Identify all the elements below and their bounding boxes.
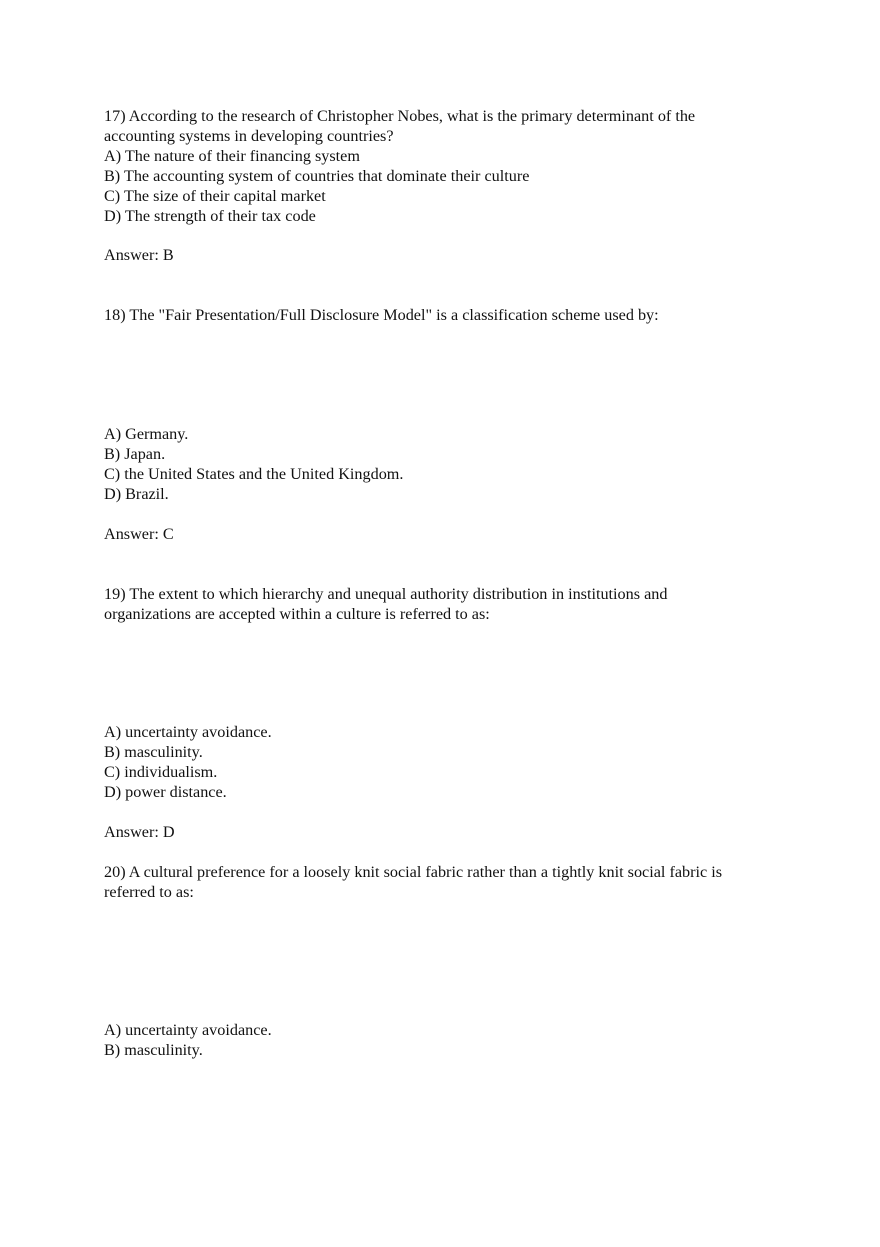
question-18-stem: [104, 305, 784, 325]
question-text-line: organizations are accepted within a culture is referred to as:: [104, 605, 490, 623]
option-b: B) The accounting system of countries that dominate their culture: [104, 167, 530, 185]
question-17-stem: [104, 106, 784, 146]
option-b: B) masculinity.: [104, 1041, 203, 1059]
option-d: D) power distance.: [104, 783, 227, 801]
answer-text: Answer: D: [104, 823, 175, 841]
option-b: B) masculinity.: [104, 743, 203, 761]
question-text-line: accounting systems in developing countries?: [104, 127, 394, 145]
question-text-line: 18) The "Fair Presentation/Full Disclosure Model" is a classification scheme used by:: [104, 306, 659, 324]
question-20-stem: [104, 862, 784, 902]
answer-text: Answer: C: [104, 525, 174, 543]
option-d: D) Brazil.: [104, 485, 169, 503]
question-18-options: [104, 424, 784, 504]
question-17-answer: [104, 245, 784, 265]
question-20-options: [104, 1020, 784, 1060]
question-17-options: [104, 146, 784, 226]
question-19-stem: [104, 584, 784, 624]
question-18-answer: [104, 524, 784, 544]
question-text-line: 20) A cultural preference for a loosely knit social fabric rather than a tightly knit social fabric is: [104, 863, 723, 881]
question-19-answer: [104, 822, 784, 842]
option-d: D) The strength of their tax code: [104, 207, 316, 225]
option-b: B) Japan.: [104, 445, 166, 463]
option-c: C) The size of their capital market: [104, 187, 326, 205]
option-a: A) uncertainty avoidance.: [104, 1021, 272, 1039]
question-text-line: 19) The extent to which hierarchy and unequal authority distribution in institutions and: [104, 585, 668, 603]
option-c: C) individualism.: [104, 763, 218, 781]
question-text-line: 17) According to the research of Christopher Nobes, what is the primary determinant of the: [104, 107, 696, 125]
option-a: A) The nature of their financing system: [104, 147, 360, 165]
question-text-line: referred to as:: [104, 883, 194, 901]
answer-text: Answer: B: [104, 246, 174, 264]
question-19-options: [104, 722, 784, 802]
option-a: A) uncertainty avoidance.: [104, 723, 272, 741]
option-c: C) the United States and the United Kingdom.: [104, 465, 404, 483]
option-a: A) Germany.: [104, 425, 189, 443]
